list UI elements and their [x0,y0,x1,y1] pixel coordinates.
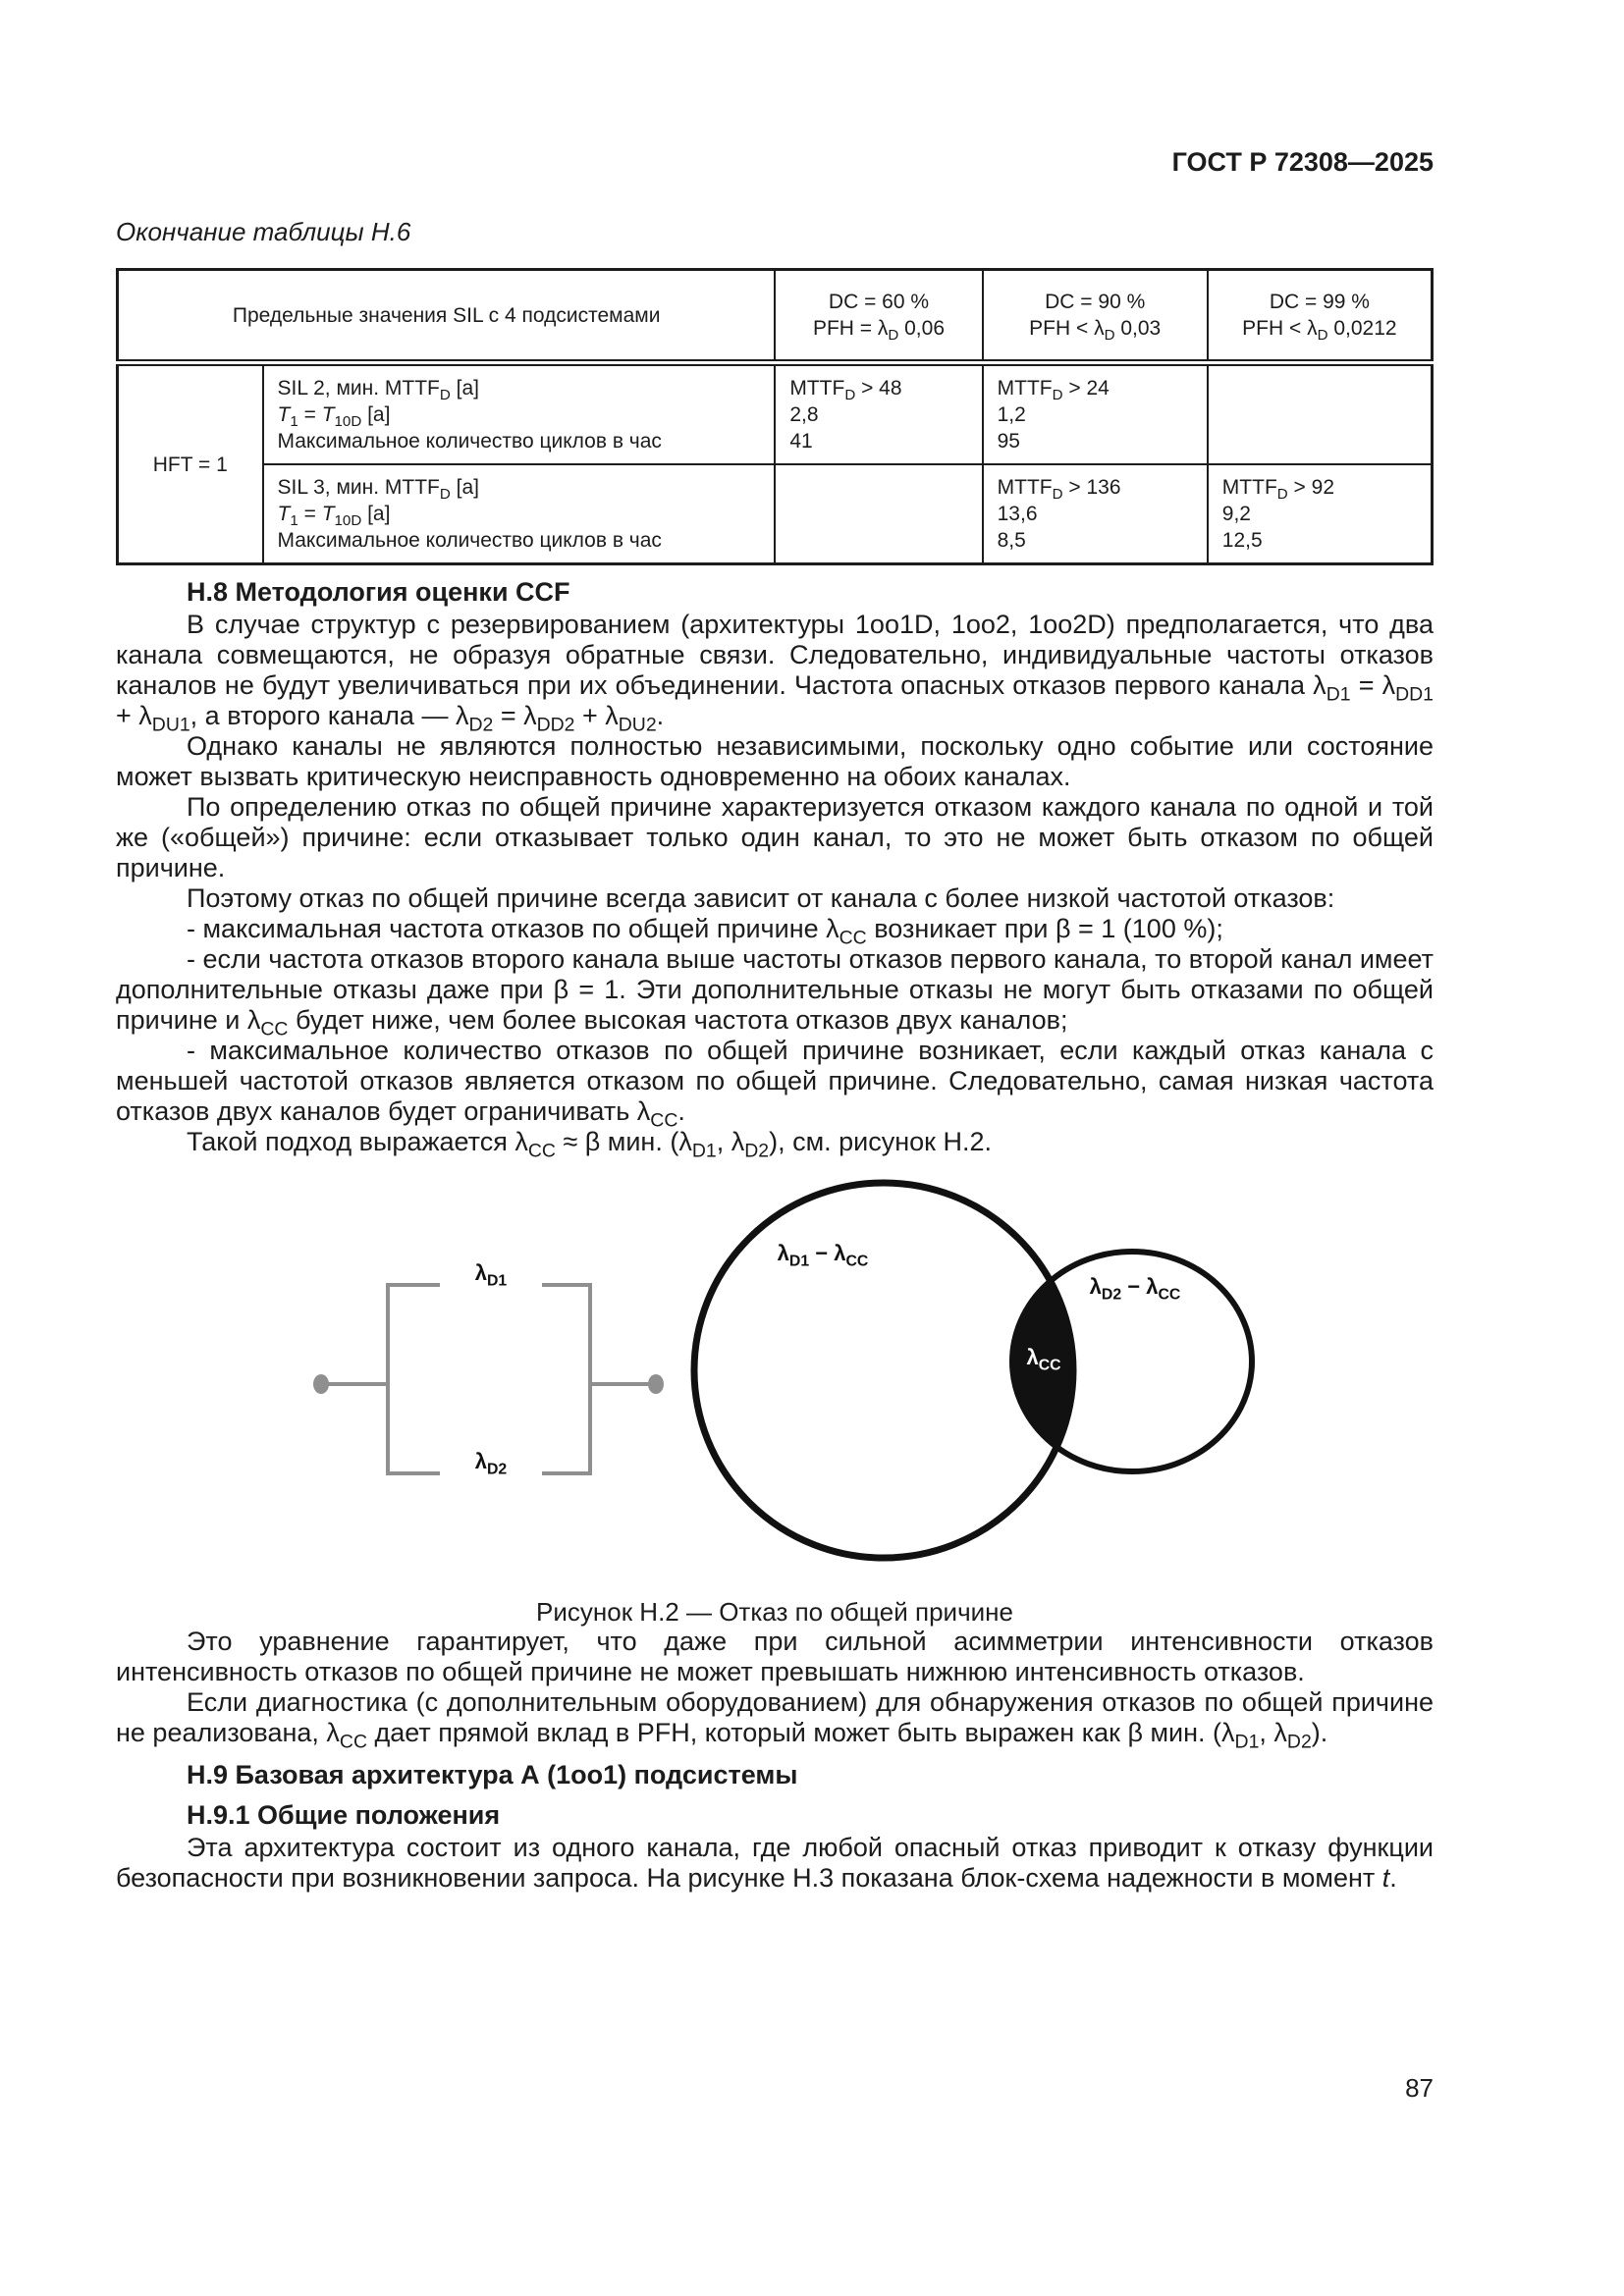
sil3-desc-cell [263,464,776,564]
cell-line [1222,428,1417,454]
sil2-desc-cell [263,363,776,465]
cell-line: 13,6 [997,503,1038,525]
hft-cell: HFT = 1 [118,363,263,564]
header-cell-dc60 [775,270,982,363]
cell-line [789,501,967,527]
sil3-dc99-cell [1208,464,1433,564]
page-content [116,0,1434,1894]
header-line: PFH < $\lambda_D$ 0,03 [1029,317,1162,345]
table-head [118,270,1433,363]
right-terminal-dot [648,1374,664,1394]
sil2-dc90-cell [983,363,1208,465]
cell-line: $MTTF_D > 136$ [997,476,1121,504]
table-header-row [118,270,1433,363]
cell-line [789,527,967,554]
cell-line: 9,2 [1221,503,1251,525]
figure-h2-caption: Рисунок Н.2 — Отказ по общей причине [536,1597,1013,1627]
section-heading-h9: Н.9 Базовая архитектура А (1oo1) подсистемы [187,1760,798,1789]
label-lambda-d2: $\lambda_{D2}$ [474,1449,508,1478]
cell-line: 12,5 [1221,529,1263,552]
cell-line [1222,401,1417,428]
header-cell-dc90 [983,270,1208,363]
sil2-dc99-cell [1208,363,1433,465]
cell-line: $MTTF_D > 24$ [997,377,1110,404]
header-line: PFH = $\lambda_D$ 0,06 [812,317,946,345]
cell-line: $T_1 = T_{10D}$ [a] [277,503,391,530]
cell-line: 1,2 [997,403,1026,426]
paragraph: В случае структур с резервированием (архитектуры 1oo1D, 1oo2, 1oo2D) предполагается, что два канала совмещаются, не образуя обратные связи. Следовательно, индивидуальные частоты отказов каналов не будут увеличиваться при их объединении. Частота опасных отказов первого канала $\lambda_{D1} = \lambda_{DD1} + \lambda_{DU1}$, а второго канала — $\lambda_{D2} = \lambda_{DD2} + \lambda_{DU2}$. [116,610,1434,736]
sil-limits-table [116,268,1434,565]
cell-line: SIL 3, мин. $MTTF_D$ [a] [277,476,479,504]
paragraph: Такой подход выражается $\lambda_{CC} \approx \beta$ мин. ($\lambda_{D1}$, $\lambda_{D2}$), см. рисунок Н.2. [187,1127,992,1162]
label-lambda-d1: $\lambda_{D1}$ [474,1260,508,1290]
paragraph: Поэтому отказ по общей причине всегда зависит от канала с более низкой частотой отказов: [187,883,1335,913]
header-line: DC = 90 % [1045,291,1146,313]
header-cell-dc99 [1208,270,1433,363]
cell-line: 8,5 [997,529,1026,552]
cell-line: $MTTF_D > 48$ [789,377,902,404]
figure-h2-diagram [116,1167,1434,1579]
cell-line [789,474,967,501]
list-item-paragraph: - если частота отказов второго канала выше частоты отказов первого канала, то второй канал имеет дополнительные отказы даже при β = 1. Эти дополнительные отказы не могут быть отказами по общей причине и $\lambda_{CC}$ будет ниже, чем более высокая частота отказов двух каналов; [116,944,1434,1041]
left-terminal-dot [313,1374,329,1394]
page-number: 87 [1405,2073,1434,2103]
table-continuation-caption: Окончание таблицы Н.6 [116,217,411,246]
label-intersection: $\lambda_{CC}$ [1026,1345,1061,1374]
standard-number-header: ГОСТ Р 72308—2025 [1171,147,1434,177]
sil2-dc60-cell [775,363,982,465]
header-cell-main: Предельные значения SIL с 4 подсистемами [118,270,776,363]
cell-line: Максимальное количество циклов в час [277,529,662,552]
table-row-sil3 [118,464,1433,564]
header-line: DC = 99 % [1269,291,1370,313]
paragraph: Если диагностика (с дополнительным оборудованием) для обнаружения отказов по общей причине не реализована, $\lambda_{CC}$ дает прямой вклад в PFH, который может быть выражен как β мин. ($\lambda_{D1}$, $\lambda_{D2}$). [116,1687,1434,1753]
header-line: PFH < $\lambda_D$ 0,0212 [1242,317,1397,345]
figure-h2-common-cause-failure [116,1167,1434,1579]
cell-line: $T_1 = T_{10D}$ [a] [277,403,391,431]
label-small-circle: $\lambda_{D2} - \lambda_{CC}$ [1089,1274,1181,1304]
list-item-paragraph: - максимальное количество отказов по общей причине возникает, если каждый отказ канала с меньшей частотой отказов является отказом по общей причине. Следовательно, самая низкая частота отказов двух каналов будет ограничивать $\lambda_{CC}$. [116,1036,1434,1132]
reliability-block-diagram [326,1285,650,1478]
paragraph: Это уравнение гарантирует, что даже при сильной асимметрии интенсивности отказов интенсивность отказов по общей причине не может превышать нижнюю интенсивность отказов. [116,1627,1434,1686]
cell-line: 95 [997,430,1020,453]
table-row-sil2 [118,363,1433,465]
cell-line: $MTTF_D > 92$ [1221,476,1334,504]
table-body [118,363,1433,564]
header-line: DC = 60 % [828,291,930,313]
sil3-dc90-cell [983,464,1208,564]
cell-line: 41 [789,430,813,453]
cell-line: Максимальное количество циклов в час [277,430,662,453]
paragraph: Однако каналы не являются полностью независимыми, поскольку одно событие или состояние может вызвать критическую неисправность одновременно на обоих каналах. [116,731,1434,791]
cell-line: 2,8 [789,403,819,426]
paragraph: Эта архитектура состоит из одного канала, где любой опасный отказ приводит к отказу функции безопасности при возникновении запроса. На рисунке Н.3 показана блок-схема надежности в момент t. [116,1833,1434,1893]
paragraph: По определению отказ по общей причине характеризуется отказом каждого канала по одной и той же («общей») причине: если отказывает только один канал, то это не может быть отказом по общей причине. [116,792,1434,882]
section-heading-h91: Н.9.1 Общие положения [187,1800,501,1830]
section-heading-h8: Н.8 Методология оценки CCF [187,577,570,607]
cell-line: SIL 2, мин. $MTTF_D$ [a] [277,377,479,404]
sil3-dc60-cell [775,464,982,564]
list-item-paragraph: - максимальная частота отказов по общей причине $\lambda_{CC}$ возникает при β = 1 (100 %); [187,914,1223,949]
label-large-circle: $\lambda_{D1} - \lambda_{CC}$ [777,1241,869,1270]
cell-line [1222,375,1417,401]
